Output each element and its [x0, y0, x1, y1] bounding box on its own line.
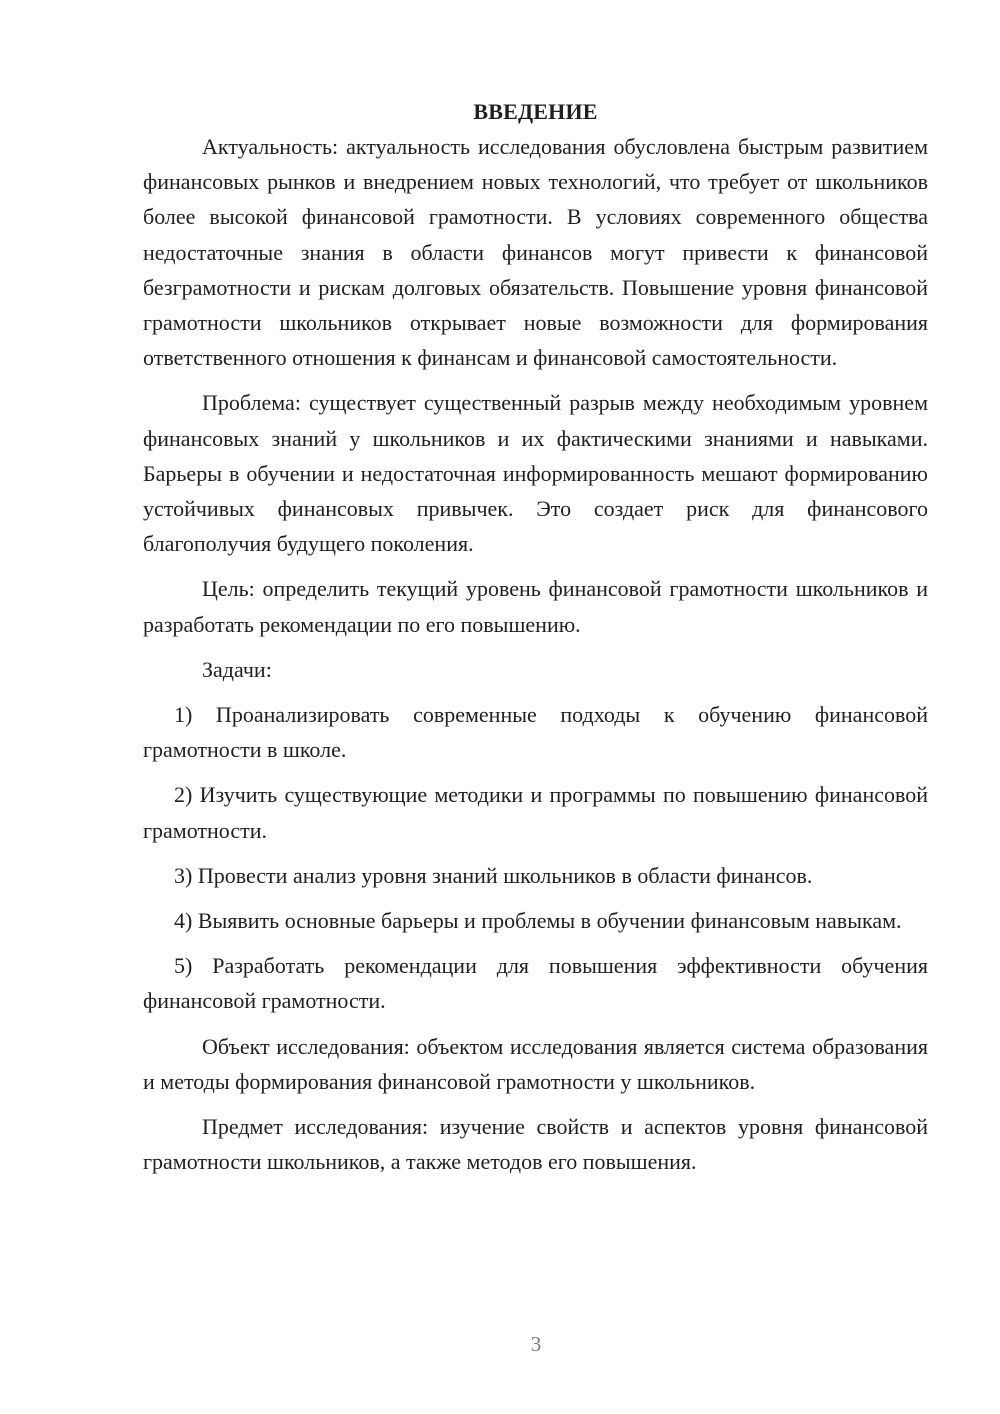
document-page — [143, 94, 928, 1189]
task-item-3: 3) Провести анализ уровня знаний школьников в области финансов. — [174, 862, 813, 888]
paragraph-relevance: Актуальность: актуальность исследования обусловлена быстрым развитием финансовых рынков и внедрением новых технологий, что требует от школьников более высокой финансовой грамотности. В условиях современного общества недостаточные знания в области финансов могут привести к финансовой безграмотности и рискам долговых обязательств. Повышение уровня финансовой грамотности школьников открывает новые возможности для формирования ответственного отношения к финансам и финансовой самостоятельности. — [143, 134, 928, 371]
page-number: 3 — [530, 1332, 542, 1356]
task-item-1: 1) Проанализировать современные подходы к обучению финансовой грамотности в школе. — [143, 702, 928, 763]
paragraph-object: Объект исследования: объектом исследования является система образования и методы формирования финансовой грамотности у школьников. — [143, 1033, 928, 1094]
task-item-4: 4) Выявить основные барьеры и проблемы в обучении финансовым навыкам. — [174, 908, 902, 934]
tasks-heading: Задачи: — [202, 656, 272, 682]
task-item-5: 5) Разработать рекомендации для повышения эффективности обучения финансовой грамотности. — [143, 953, 928, 1014]
task-item-2: 2) Изучить существующие методики и программы по повышению финансовой грамотности. — [143, 782, 928, 843]
paragraph-goal: Цель: определить текущий уровень финансовой грамотности школьников и разработать рекомендации по его повышению. — [143, 576, 928, 637]
page-title: ВВЕДЕНИЕ — [473, 99, 598, 124]
paragraph-problem: Проблема: существует существенный разрыв между необходимым уровнем финансовых знаний у школьников и их фактическими знаниями и навыками. Барьеры в обучении и недостаточная информированность мешают формированию устойчивых финансовых привычек. Это создает риск для финансового благополучия будущего поколения. — [143, 390, 928, 557]
paragraph-subject: Предмет исследования: изучение свойств и аспектов уровня финансовой грамотности школьников, а также методов его повышения. — [143, 1114, 928, 1175]
